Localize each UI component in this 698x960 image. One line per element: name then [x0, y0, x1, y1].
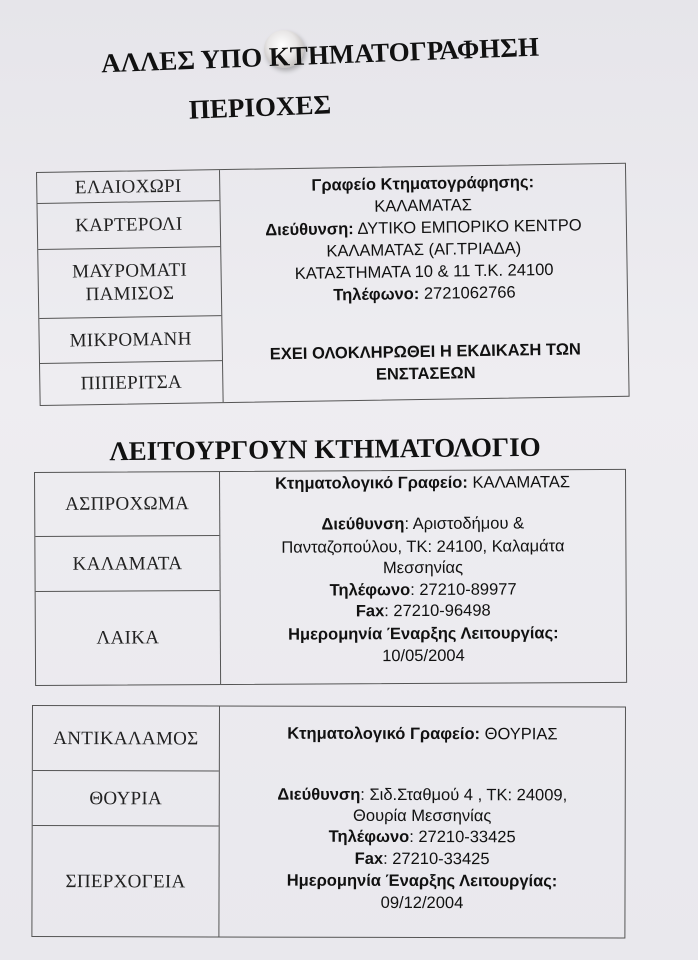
address-line: Μεσσηνίας — [382, 558, 464, 578]
area-cell: ΑΣΠΡΟΧΩΜΑ — [35, 472, 219, 537]
notice-line: ΕΝΣΤΑΣΕΩΝ — [375, 364, 476, 384]
address-line: : Αριστοδήμου & — [404, 514, 525, 534]
address-line: ΔΥΤΙΚΟ ΕΜΠΟΡΙΚΟ ΚΕΝΤΡΟ — [357, 216, 582, 238]
phone-value: 2721062766 — [423, 283, 516, 303]
address-line: ΚΑΤΑΣΤΗΜΑΤΑ 10 & 11 Τ.Κ. 24100 — [294, 260, 554, 283]
area-cell: ΜΙΚΡΟΜΑΝΗ — [39, 316, 222, 364]
area-cell: ΘΟΥΡΙΑ — [33, 771, 219, 826]
table-cadastral-survey-areas — [36, 163, 630, 406]
office-label: Γραφείο Κτηματογράφησης: — [311, 173, 535, 195]
heading-operating-cadastre: ΛΕΙΤΟΥΡΓΟΥΝ ΚΤΗΜΑΤΟΛΟΓΙΟ — [109, 431, 541, 467]
area-list — [37, 170, 224, 405]
address-line: Πανταζοπούλου, ΤΚ: 24100, Καλαμάτα — [281, 537, 565, 557]
area-cell: ΕΛΑΙΟΧΩΡΙ — [37, 170, 219, 204]
notice-line: ΕΧΕΙ ΟΛΟΚΛΗΡΩΘΕΙ Η ΕΚΔΙΚΑΣΗ ΤΩΝ — [269, 340, 582, 364]
start-date-label: Ημερομηνία Έναρξης Λειτουργίας: — [286, 871, 558, 891]
phone-label: Τηλέφωνο: — [333, 284, 420, 305]
area-cell: ΚΑΛΑΜΑΤΑ — [35, 536, 219, 592]
table-thouria-office — [31, 705, 626, 939]
address-label: Διεύθυνση — [321, 515, 405, 534]
office-value: ΚΑΛΑΜΑΤΑΣ — [472, 473, 571, 492]
phone-value: : 27210-89977 — [410, 580, 517, 600]
area-cell: ΑΝΤΙΚΑΛΑΜΟΣ — [33, 706, 219, 771]
address-line: : Σιδ.Σταθμού 4 , ΤΚ: 24009, — [360, 785, 568, 805]
area-cell: ΛΑΙΚΑ — [96, 627, 160, 649]
fax-label: Fax — [355, 602, 385, 621]
office-info — [220, 470, 626, 684]
phone-label: Τηλέφωνο — [328, 827, 410, 846]
address-line: ΚΑΛΑΜΑΤΑΣ (ΑΓ.ΤΡΙΑΔΑ) — [326, 239, 522, 261]
fax-label: Fax — [354, 849, 384, 868]
area-cell: ΠΙΠΕΡΙΤΣΑ — [80, 371, 183, 395]
area-list — [32, 706, 220, 936]
start-date-value: 09/12/2004 — [380, 893, 464, 913]
table-kalamata-office — [34, 469, 627, 686]
area-cell: ΚΑΡΤΕΡΟΛΙ — [38, 201, 221, 250]
fax-value: : 27210-33425 — [383, 849, 490, 869]
office-label: Κτηματολογικό Γραφείο: — [287, 724, 481, 744]
address-line: Θουρία Μεσσηνίας — [353, 806, 492, 826]
area-cell: ΣΠΕΡΧΟΓΕΙΑ — [65, 870, 186, 892]
office-info — [220, 164, 629, 402]
area-cell: ΜΑΥΡΟΜΑΤΙ ΠΑΜΙΣΟΣ — [38, 247, 221, 319]
office-value: ΚΑΛΑΜΑΤΑΣ — [374, 196, 473, 216]
phone-label: Τηλέφωνο — [329, 581, 411, 600]
fax-value: : 27210-96498 — [384, 601, 491, 621]
office-value: ΘΟΥΡΙΑΣ — [484, 725, 558, 744]
address-label: Διεύθυνση: — [265, 220, 354, 240]
start-date-value: 10/05/2004 — [382, 646, 465, 666]
heading-other-areas-line1: ΑΛΛΕΣ ΥΠΟ ΚΤΗΜΑΤΟΓΡΑΦΗΣΗ — [100, 31, 540, 79]
start-date-label: Ημερομηνία Έναρξης Λειτουργίας: — [288, 624, 559, 644]
address-label: Διεύθυνση — [277, 785, 361, 804]
office-info — [219, 706, 625, 937]
phone-value: : 27210-33425 — [409, 827, 516, 847]
office-label: Κτηματολογικό Γραφείο: — [275, 473, 468, 493]
area-list — [35, 472, 221, 685]
heading-other-areas-line2: ΠΕΡΙΟΧΕΣ — [188, 89, 332, 125]
